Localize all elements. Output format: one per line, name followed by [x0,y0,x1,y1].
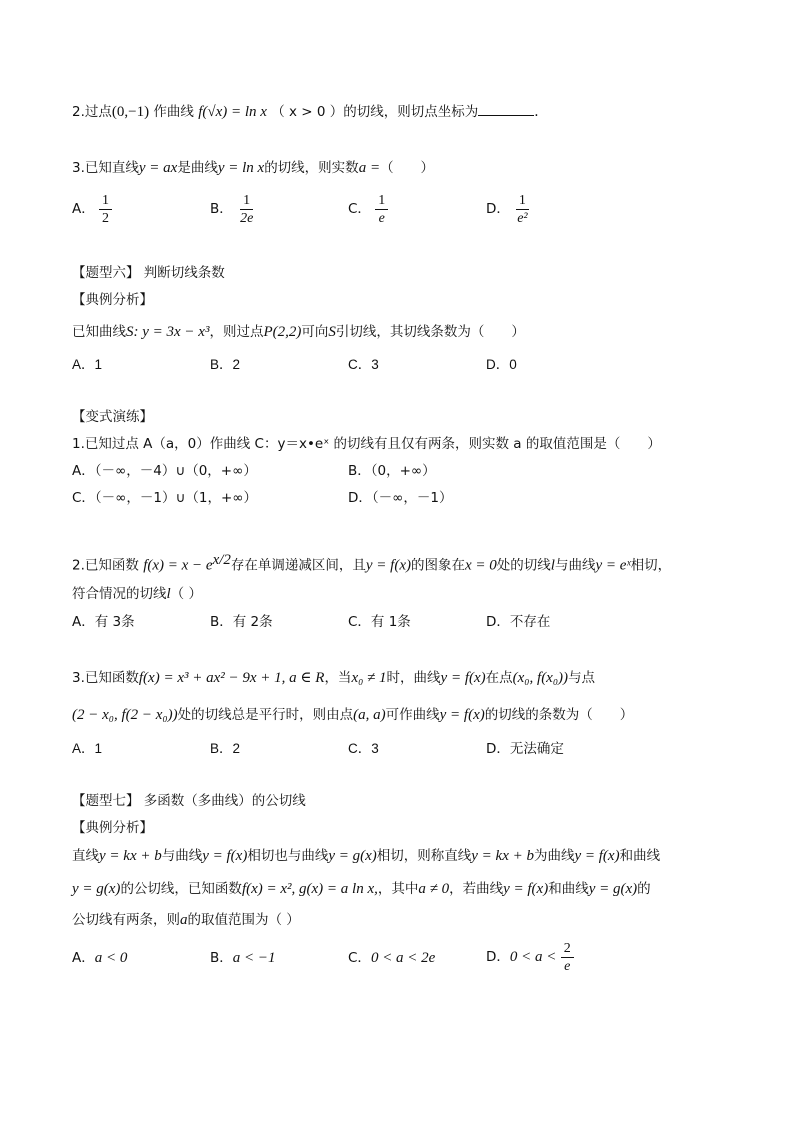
drill-q1-option-d[interactable]: D．（－∞，－1） [348,490,453,506]
q3-option-a[interactable]: A． $\frac{1}{2}$ [72,192,112,227]
drill-q3-stem: 3.已知函数f(x) = x³ + ax² − 9x + 1, a ∈ R，当x₀ ≠ 1时，曲线y = f(x)在点(x₀, f(x₀))与点 [72,670,596,686]
q2-point: (0,−1) [111,104,150,120]
q3-paren: （ ） [380,160,435,176]
q3-stem [72,158,434,178]
q3-option-c[interactable]: C． $\frac{1}{e}$ [348,192,388,227]
drill-q1-option-a[interactable]: A．（－∞，－4）∪（0，+∞） [72,463,257,479]
q3-option-b[interactable]: B． $\frac{1}{2e}$ [210,192,256,227]
type6-point: P(2,2) [263,324,302,340]
q3-line: y = ax [138,160,178,176]
type6-option-d[interactable]: D．0 [486,357,517,372]
drill-q3-function: f(x) = x³ + ax² − 9x + 1, a ∈ R [138,670,325,686]
q3-mid: 是曲线 [177,160,218,176]
drill-heading: 【变式演练】 [72,409,153,425]
type7-heading: 【题型七】 多函数（多曲线）的公切线 [72,793,306,809]
q3-prefix: 3.已知直线 [72,160,139,176]
drill-q3-option-d[interactable]: D．无法确定 [486,741,564,757]
drill-q1-option-b[interactable]: B．（0，+∞） [348,463,436,479]
drill-q2-stem-line2: 符合情况的切线l（ ） [72,586,202,602]
drill-q3-option-c[interactable]: C．3 [348,741,379,756]
q3-option-d[interactable]: D． $\frac{1}{\text{e²}}$ [486,192,531,227]
fraction: $\frac{1}{e}$ [375,192,388,227]
fraction: $\frac{1}{2e}$ [240,193,254,226]
answer-blank [478,101,534,116]
type7-stem: 直线y = kx + b与曲线y = f(x)相切也与曲线y = g(x)相切，则称直线y = kx + b为曲线y = f(x)和曲线 [72,848,661,864]
type6-subheading: 【典例分析】 [72,292,153,308]
q2-suffix: 的切线，则切点坐标为 [343,104,479,120]
type6-curve: S: y = 3x − x³ [126,324,210,340]
drill-q2-option-b[interactable]: B．有 2条 [210,614,273,630]
drill-q2-stem: 2.已知函数 $f(x) = x - e^{x/2}$存在单调递减区间，且y = f(x)的图象在x = 0处的切线l与曲线y = eˣ相切， [72,552,672,574]
type7-option-a[interactable]: A．a < 0 [72,950,128,966]
drill-q2-option-d[interactable]: D．不存在 [486,614,551,630]
fraction: $\frac{1}{\text{e²}}$ [517,193,528,226]
type7-stem-line3: 公切线有两条，则a的取值范围为（ ） [72,912,300,928]
q2-end: . [534,104,539,120]
q3-mid2: 的切线，则实数 [264,160,359,176]
q2-prefix: 2.过点 [72,104,112,120]
q3-var: a = [358,160,381,176]
q2-curve: f(√x) = ln x [198,104,267,120]
type6-option-c[interactable]: C．3 [348,357,379,372]
drill-q3-stem-line2: (2 − x₀, f(2 − x₀))处的切线总是平行时，则由点(a, a)可作曲线y = f(x)的切线的条数为（ ） [72,707,634,723]
q2-cond: （ x > 0 ） [271,104,344,120]
q2-mid: 作曲线 [153,104,194,120]
type6-stem: 已知曲线S: y = 3x − x³，则过点P(2,2)可向S引切线，其切线条数为（ ） [72,324,525,340]
type6-option-b[interactable]: B．2 [210,357,241,372]
drill-q2-option-a[interactable]: A．有 3条 [72,614,135,630]
drill-q1-option-c[interactable]: C．（－∞，－1）∪（1，+∞） [72,490,258,506]
drill-q2-option-c[interactable]: C．有 1条 [348,614,411,630]
type7-subheading: 【典例分析】 [72,820,153,836]
type7-option-b[interactable]: B．a < −1 [210,950,276,966]
q3-curve: y = ln x [217,160,265,176]
type7-stem-line2: y = g(x)的公切线，已知函数f(x) = x², g(x) = a ln x,，其中a ≠ 0，若曲线y = f(x)和曲线y = g(x)的 [72,881,651,897]
drill-q1-stem: 1.已知过点 A（a，0）作曲线 C：y＝x•eˣ 的切线有且仅有两条，则实数 a 的取值范围是（ ） [72,436,661,452]
type7-option-d[interactable]: D．0 < a < $\frac{2}{e}$ [486,940,574,975]
type6-heading: 【题型六】 判断切线条数 [72,265,225,281]
drill-q2-function: f(x) = x − e [143,557,213,574]
fraction: $\frac{2}{e}$ [561,940,574,975]
type6-option-a[interactable]: A．1 [72,357,103,372]
drill-q3-option-b[interactable]: B．2 [210,741,241,756]
fraction: $\frac{1}{2}$ [99,192,112,227]
type7-option-c[interactable]: C．0 < a < 2e [348,950,436,966]
q2-stem [72,101,539,122]
drill-q3-option-a[interactable]: A．1 [72,741,103,756]
